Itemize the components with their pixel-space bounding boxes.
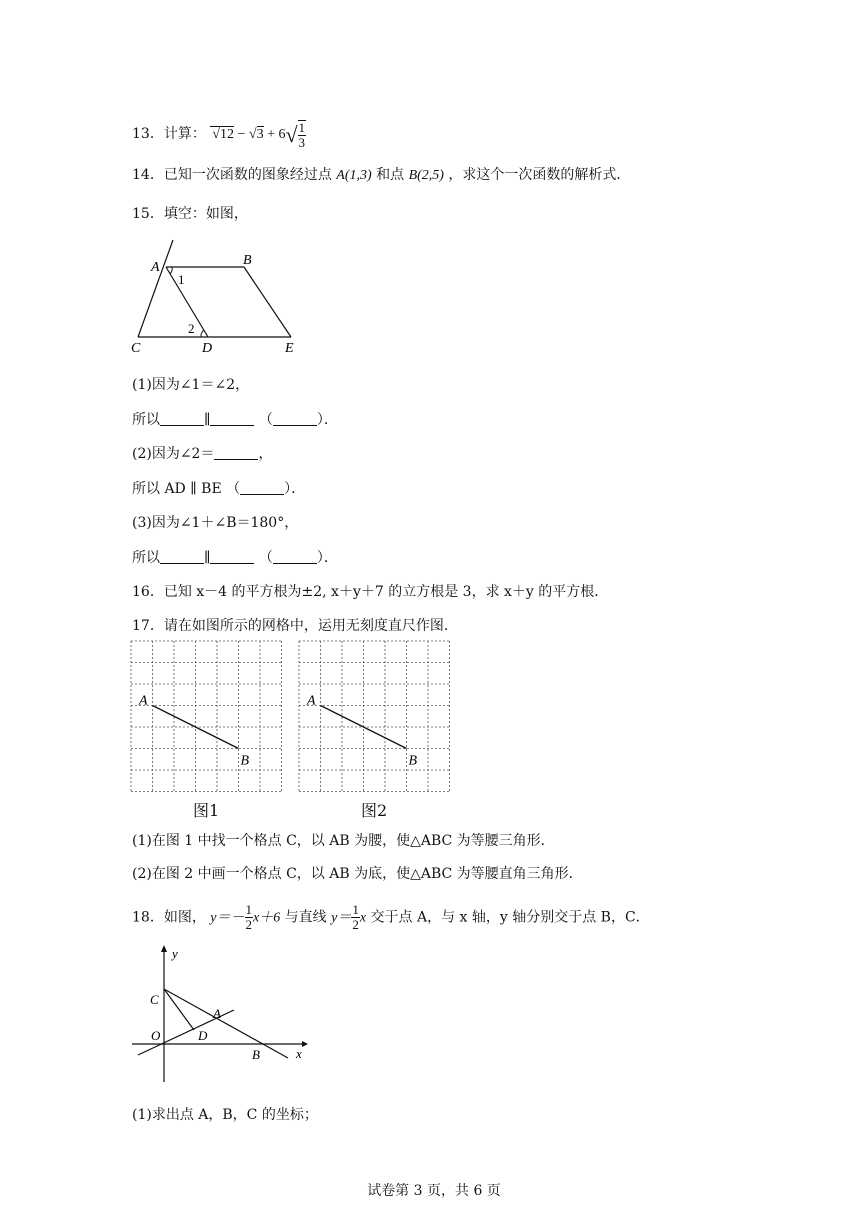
question-18: 18．如图， y＝－ $\frac{1}{2}$ x＋6 与直线 y＝ $\frac{1}{2}$ x 交于点 A，与 x 轴，y 轴分别交于点 B，C． [132,902,650,932]
answer-blank[interactable] [210,411,254,426]
svg-text:C: C [150,992,159,1007]
svg-text:x: x [296,1046,302,1061]
label-angle-1: 1 [178,272,185,287]
q15-part3-conclusion: 所以 ∥ （ ）． [132,550,338,566]
answer-blank[interactable] [273,549,317,564]
page-footer: 试卷第 3 页，共 6 页 [367,1183,501,1199]
fig2-caption: 图2 [361,801,388,820]
question-15-title: 15．填空：如图， [132,206,248,222]
answer-blank[interactable] [160,411,204,426]
label-B: B [243,253,252,268]
answer-blank[interactable] [273,411,317,426]
label-angle-2: 2 [188,321,195,336]
label-B: B [240,753,250,769]
q13-expression: √12 − √3 + 6√ $\frac{1}{3}$ [212,120,306,150]
svg-text:D: D [198,1028,208,1043]
svg-text:A: A [213,1006,221,1021]
q17-grid-figure-1 [130,640,282,792]
answer-blank[interactable] [210,549,254,564]
label-B: B [408,753,418,769]
answer-blank[interactable] [214,445,258,460]
q17-part2: (2)在图 2 中画一个格点 C，以 AB 为底，使△ABC 为等腰直角三角形． [132,866,583,882]
label-A: A [307,693,316,709]
label-D: D [202,341,213,356]
label-E: E [285,341,294,356]
answer-blank[interactable] [160,549,204,564]
q17-grid-figure-2 [298,640,450,792]
q15-part3-given: (3)因为∠1＋∠B＝180°， [132,515,299,531]
question-16: 16．已知 x－4 的平方根为±2, x＋y＋7 的立方根是 3，求 x＋y 的平方根． [132,584,609,600]
q18-figure [128,942,308,1086]
fig1-caption: 图1 [193,801,220,820]
q15-part1-conclusion: 所以 ∥ （ ）． [132,412,338,428]
svg-text:y: y [172,946,178,961]
question-17-title: 17．请在如图所示的网格中，运用无刻度直尺作图． [132,618,458,634]
question-14: 14．已知一次函数的图象经过点 A(1,3) 和点 B(2,5) ，求这个一次函数的解析式． [132,167,631,183]
label-A: A [139,693,148,709]
q15-figure [128,236,308,358]
question-13: 13．计算： √12 − √3 + 6√ $\frac{1}{3}$ [132,120,306,150]
q17-part1: (1)在图 1 中找一个格点 C，以 AB 为腰，使△ABC 为等腰三角形． [132,833,555,849]
svg-text:B: B [252,1047,260,1062]
q18-part1: (1)求出点 A，B，C 的坐标； [132,1107,318,1123]
q15-part1-given: (1)因为∠1＝∠2， [132,377,250,393]
q15-part2-conclusion: 所以 AD ∥ BE （ ）． [132,481,306,497]
label-A: A [151,260,160,275]
svg-text:O: O [151,1028,161,1043]
label-C: C [131,341,141,356]
q15-part2-given: (2)因为∠2＝ ， [132,446,273,462]
answer-blank[interactable] [240,480,284,495]
